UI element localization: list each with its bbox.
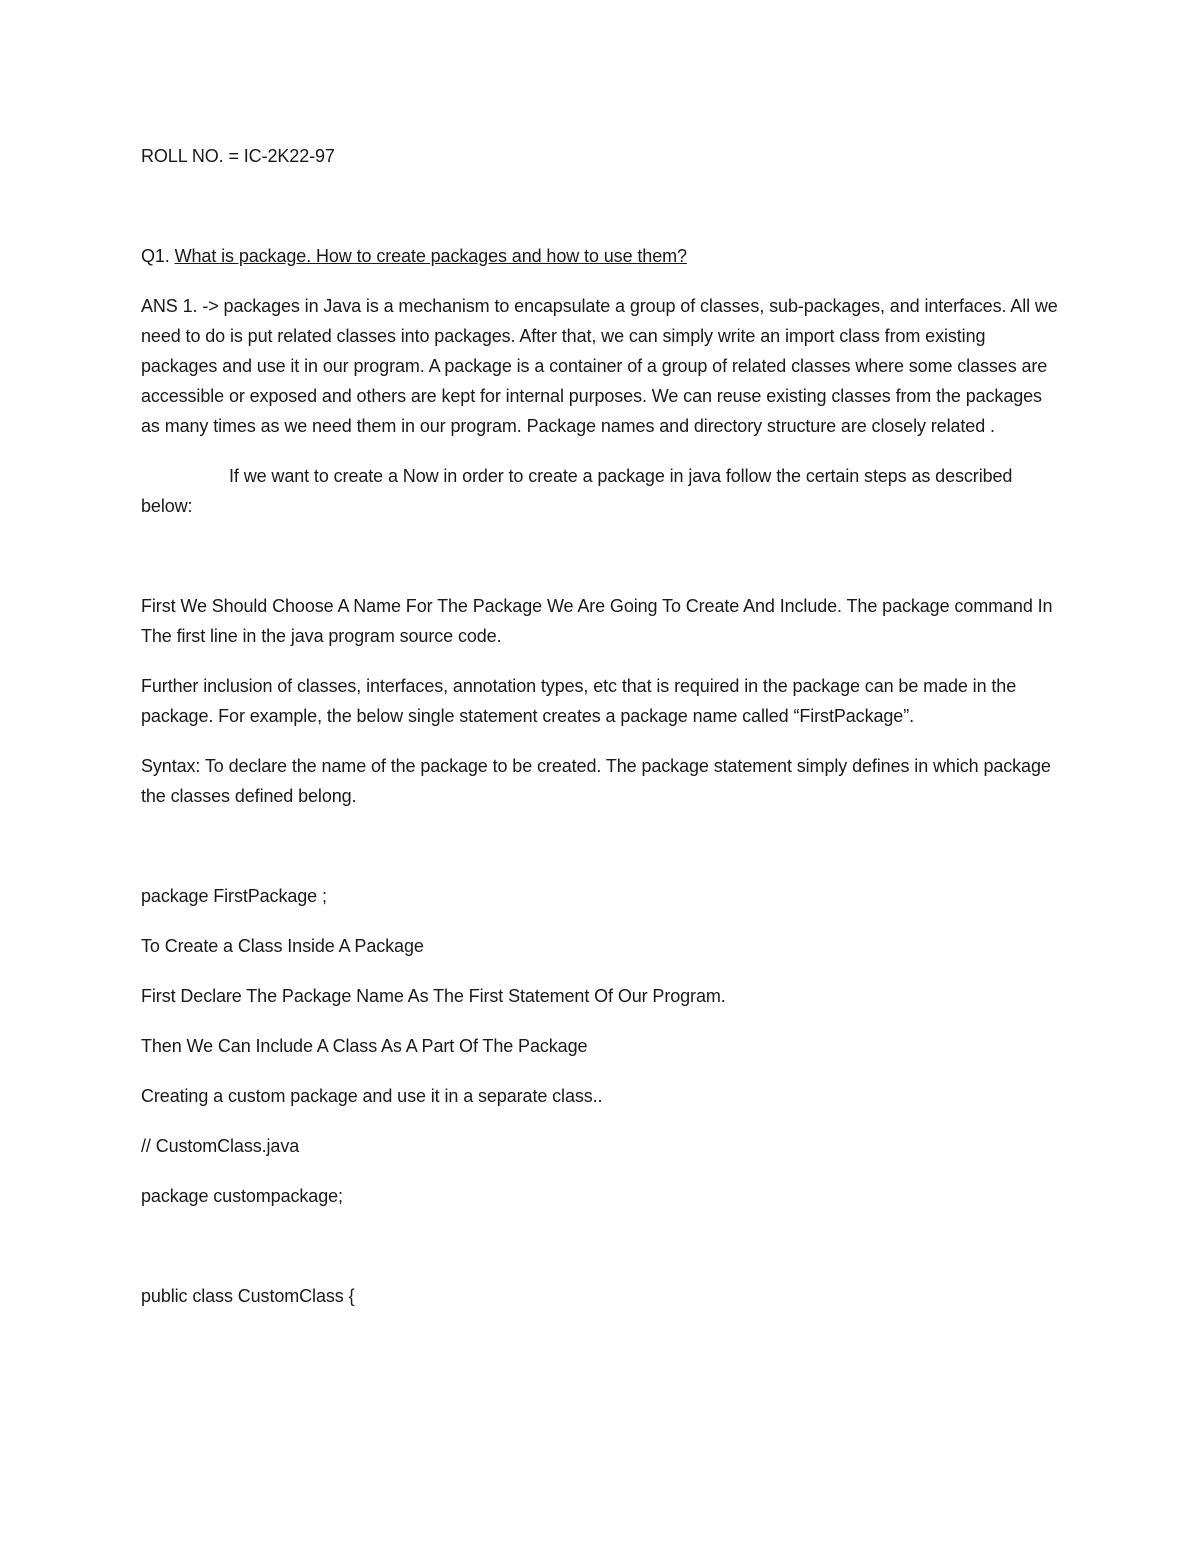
create-class-line: To Create a Class Inside A Package [141, 936, 424, 956]
public-class-line: public class CustomClass { [141, 1286, 355, 1306]
answer-1-paragraph: ANS 1. -> packages in Java is a mechanism to encapsulate a group of classes, sub-packages, and interfaces. All we need to do is put related classes into packages. After that, we can simply write an import class from existing packages and use it in our program. A package is a container of a group of related classes where some classes are accessible or exposed and others are kept for internal purposes. We can reuse existing classes from the packages as many times as we need them in our program. Package names and directory structure are closely related . [141, 296, 1058, 436]
question-1 [141, 241, 1061, 271]
further-inclusion-paragraph: Further inclusion of classes, interfaces, annotation types, etc that is required in the package can be made in the package. For example, the below single statement creates a package name called “FirstPackage”. [141, 676, 1017, 726]
question-1-label: Q1. [141, 246, 175, 266]
package-first-line: package FirstPackage ; [141, 886, 327, 906]
roll-number: ROLL NO. = IC-2K22-97 [141, 146, 335, 166]
create-steps-paragraph: If we want to create a Now in order to create a package in java follow the certain steps as described below: [141, 466, 1013, 516]
syntax-paragraph: Syntax: To declare the name of the package to be created. The package statement simply defines in which package the classes defined belong. [141, 756, 1051, 806]
document-body [141, 141, 1061, 1311]
declare-package-line: First Declare The Package Name As The First Statement Of Our Program. [141, 986, 726, 1006]
choose-name-paragraph: First We Should Choose A Name For The Package We Are Going To Create And Include. The package command In The first line in the java program source code. [141, 596, 1053, 646]
custom-package-line: Creating a custom package and use it in a separate class.. [141, 1086, 603, 1106]
question-1-text: What is package. How to create packages and how to use them? [174, 246, 687, 266]
package-custom-line: package custompackage; [141, 1186, 343, 1206]
code-comment-line: // CustomClass.java [141, 1136, 300, 1156]
include-class-line: Then We Can Include A Class As A Part Of The Package [141, 1036, 588, 1056]
